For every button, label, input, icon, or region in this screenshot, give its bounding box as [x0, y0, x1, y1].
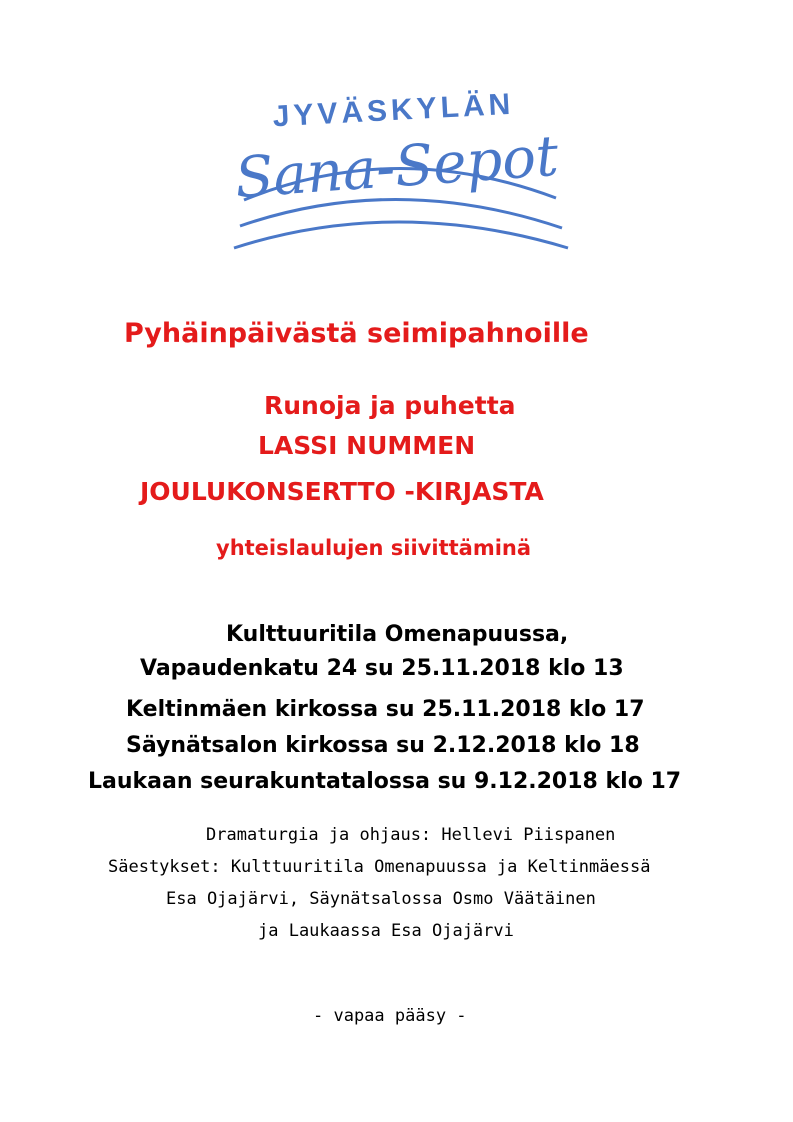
venue-line: Kulttuuritila Omenapuussa, [226, 622, 569, 647]
logo-top-text: JYVÄSKYLÄN [271, 88, 516, 134]
subtitle-line-3: JOULUKONSERTTO -KIRJASTA [140, 477, 544, 506]
credit-line: Säestykset: Kulttuuritila Omenapuussa ja Keltinmäessä [108, 857, 651, 877]
subtitle-line-2: LASSI NUMMEN [258, 431, 476, 460]
venue-line: Vapaudenkatu 24 su 25.11.2018 klo 13 [140, 656, 624, 681]
subtitle-line-4: yhteislaulujen siivittäminä [216, 536, 532, 560]
credit-line: ja Laukaassa Esa Ojajärvi [258, 921, 514, 941]
sana-sepot-logo [226, 88, 571, 253]
subtitle-line-1: Runoja ja puhetta [264, 391, 516, 420]
credit-line: Dramaturgia ja ohjaus: Hellevi Piispanen [206, 825, 616, 845]
admission-note: - vapaa pääsy - [313, 1006, 467, 1026]
venue-line: Säynätsalon kirkossa su 2.12.2018 klo 18 [126, 733, 640, 758]
venue-line: Laukaan seurakuntatalossa su 9.12.2018 klo 17 [88, 769, 682, 794]
logo-script-text: Sana-Sepot [232, 123, 561, 212]
credit-line: Esa Ojajärvi, Säynätsalossa Osmo Väätäinen [166, 889, 596, 909]
logo-book-arc-bottom [234, 222, 568, 248]
event-title: Pyhäinpäivästä seimipahnoille [124, 318, 589, 349]
venue-line: Keltinmäen kirkossa su 25.11.2018 klo 17 [126, 697, 645, 722]
